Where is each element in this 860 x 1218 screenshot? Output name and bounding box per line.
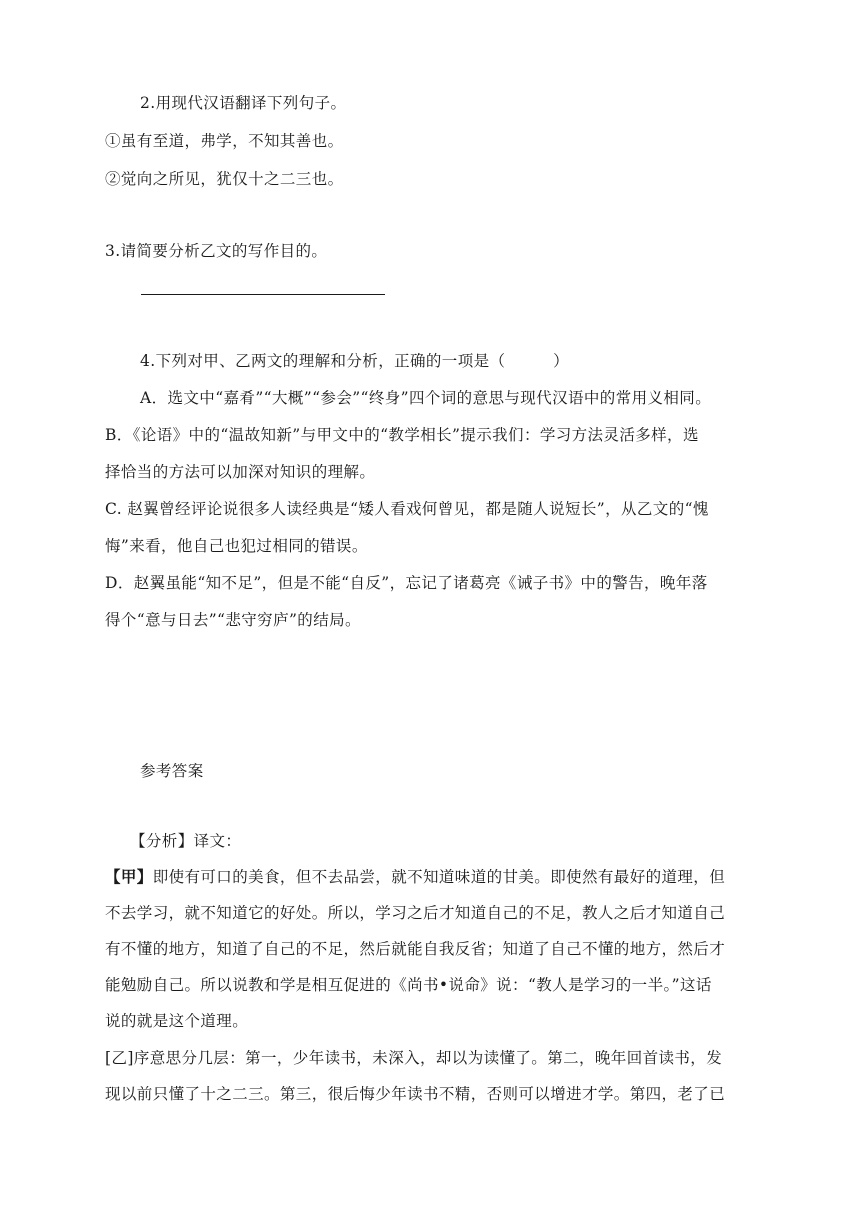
option-a: A．选文中“嘉肴”“大概”“参会”“终身”四个词的意思与现代汉语中的常用义相同。 <box>140 389 712 407</box>
option-c-line-1: C. 赵翼曾经评论说很多人读经典是“矮人看戏何曾见，都是随人说短长”，从乙文的“愧 <box>105 500 709 518</box>
yi-line-1: [乙]序意思分几层：第一，少年读书，未深入，却以为读懂了。第二，晚年回首读书，发 <box>105 1049 723 1067</box>
option-c-line-2: 悔”来看，他自己也犯过相同的错误。 <box>105 537 368 555</box>
option-d-line-1: D．赵翼虽能“知不足”，但是不能“自反”，忘记了诸葛亮《诫子书》中的警告，晚年落 <box>105 574 708 592</box>
jia-line-3: 有不懂的地方，知道了自己的不足，然后就能自我反省；知道了自己不懂的地方，然后才 <box>105 940 726 958</box>
jia-line-1 <box>105 866 725 888</box>
answer-heading: 参考答案 <box>140 762 204 780</box>
option-b-line-2: 择恰当的方法可以加深对知识的理解。 <box>105 463 376 481</box>
answer-blank-line[interactable] <box>141 294 385 295</box>
jia-line-5: 说的就是这个道理。 <box>105 1012 249 1030</box>
question-3-prompt: 3.请简要分析乙文的写作目的。 <box>105 242 328 260</box>
question-2-prompt: 2.用现代汉语翻译下列句子。 <box>140 94 347 112</box>
jia-text-1: 即使有可口的美食，但不去品尝，就不知道味道的甘美。即使然有最好的道理，但 <box>152 868 726 886</box>
analysis-line <box>130 830 241 852</box>
question-2-item-1: ①虽有至道，弗学，不知其善也。 <box>105 132 344 150</box>
option-b-line-1: B．《论语》中的“温故知新”与甲文中的“教学相长”提示我们：学习方法灵活多样，选 <box>105 426 699 444</box>
analysis-text: 译文： <box>193 832 242 850</box>
question-4-prompt: 4.下列对甲、乙两文的理解和分析，正确的一项是（ ） <box>140 352 569 370</box>
jia-line-4: 能勉励自己。所以说教和学是相互促进的《尚书•说命》说：“教人是学习的一半。”这话 <box>105 976 712 994</box>
jia-label: 【甲】 <box>105 867 153 886</box>
yi-line-2: 现以前只懂了十之二三。第三，很后悔少年读书不精，否则可以增进才学。第四，老了已 <box>105 1085 726 1103</box>
option-d-line-2: 得个“意与日去”“悲守穷庐”的结局。 <box>105 611 361 629</box>
jia-line-2: 不去学习，就不知道它的好处。所以，学习之后才知道自己的不足，教人之后才知道自己 <box>105 904 726 922</box>
analysis-label: 【分析】 <box>130 832 194 850</box>
question-2-item-2: ②觉向之所见，犹仅十之二三也。 <box>105 170 344 188</box>
